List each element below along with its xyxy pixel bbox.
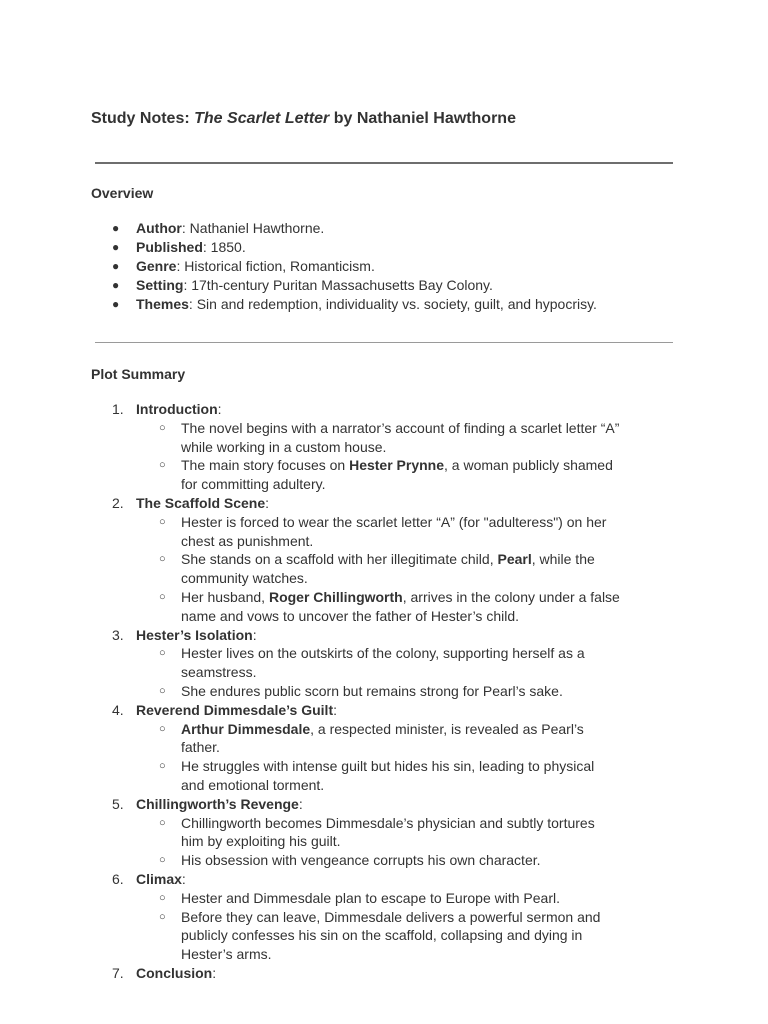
- bullet-icon: ●: [112, 297, 120, 311]
- bold-name: Pearl: [497, 551, 532, 568]
- plot-sub-item: [136, 851, 621, 870]
- plot-item-heading: [136, 495, 269, 511]
- plot-sub-list: [136, 419, 691, 494]
- plot-item-title: Climax: [136, 870, 182, 887]
- plot-sub-item: [136, 908, 621, 964]
- plot-sub-item: [136, 720, 621, 758]
- plot-item-4: [91, 701, 691, 795]
- page-title: [91, 110, 516, 128]
- hollow-bullet-icon: ○: [159, 553, 166, 566]
- hollow-bullet-icon: ○: [159, 590, 166, 603]
- title-work: The Scarlet Letter: [194, 110, 330, 127]
- plot-sub-item: [136, 456, 621, 494]
- bullet-icon: ●: [112, 240, 120, 254]
- hollow-bullet-icon: ○: [159, 816, 166, 829]
- plot-item-colon: :: [265, 494, 270, 511]
- plot-item-heading: [136, 627, 257, 643]
- overview-heading: Overview: [91, 185, 154, 201]
- item-number: 4.: [112, 701, 124, 718]
- text-run: , while the community watches.: [181, 551, 595, 587]
- text-run: Before they can leave, Dimmesdale delivers a powerful sermon and publicly confesses his sin on the scaffold, collapsing and dying in Hester’s arms.: [181, 908, 601, 963]
- plot-item-title: The Scaffold Scene: [136, 494, 266, 511]
- plot-sub-item: [136, 550, 621, 588]
- sub-item-text: [181, 815, 595, 850]
- item-number: 1.: [112, 401, 124, 417]
- plot-sub-item: [136, 644, 621, 682]
- hollow-bullet-icon: ○: [159, 891, 166, 904]
- overview-term: Published: [136, 239, 203, 255]
- bold-name: Hester Prynne: [349, 457, 445, 474]
- text-run: His obsession with vengeance corrupts his own character.: [181, 852, 541, 869]
- sub-item-text: [181, 514, 606, 549]
- overview-item-setting: [91, 276, 597, 295]
- sub-item-text: [181, 683, 563, 699]
- plot-sub-item: [136, 419, 621, 457]
- horizontal-rule: [95, 162, 673, 164]
- bold-name: Roger Chillingworth: [268, 588, 403, 605]
- plot-sub-list: [136, 814, 691, 870]
- sub-item-text: [181, 589, 620, 624]
- overview-term: Author: [136, 220, 182, 236]
- text-run: The main story focuses on: [181, 457, 350, 474]
- sub-item-text: [181, 551, 595, 586]
- item-number: 2.: [112, 494, 124, 511]
- sub-item-text: [181, 909, 600, 963]
- overview-term: Setting: [136, 277, 184, 293]
- hollow-bullet-icon: ○: [159, 684, 166, 697]
- hollow-bullet-icon: ○: [159, 760, 166, 773]
- plot-item-6: [91, 870, 691, 964]
- item-number: 7.: [112, 964, 124, 981]
- bullet-icon: ●: [112, 259, 120, 273]
- hollow-bullet-icon: ○: [159, 722, 166, 735]
- hollow-bullet-icon: ○: [159, 647, 166, 660]
- bold-name: Arthur Dimmesdale: [181, 720, 311, 737]
- plot-sub-item: [136, 889, 621, 908]
- bullet-icon: ●: [112, 278, 120, 292]
- sub-item-text: [181, 645, 585, 680]
- text-run: The novel begins with a narrator’s account of finding a scarlet letter “A” while working in a custom house.: [181, 419, 620, 455]
- overview-text: : Nathaniel Hawthorne.: [181, 220, 325, 236]
- plot-item-title: Introduction: [136, 401, 218, 417]
- plot-item-colon: :: [217, 401, 222, 417]
- plot-sub-list: [136, 644, 691, 700]
- plot-sub-item: [136, 757, 621, 795]
- plot-item-heading: [136, 796, 303, 812]
- plot-item-title: Hester’s Isolation: [136, 626, 253, 643]
- item-number: 3.: [112, 626, 124, 643]
- plot-summary-list: [91, 400, 691, 983]
- sub-item-text: [181, 420, 619, 455]
- overview-text: : 17th-century Puritan Massachusetts Bay Colony.: [183, 277, 493, 293]
- plot-sub-item: [136, 682, 621, 701]
- plot-item-heading: [136, 871, 186, 887]
- plot-item-title: Chillingworth’s Revenge: [136, 795, 299, 812]
- item-number: 6.: [112, 870, 124, 887]
- sub-item-text: [181, 890, 560, 906]
- plot-item-7: [91, 964, 691, 983]
- overview-term: Genre: [136, 258, 177, 274]
- plot-item-title: Reverend Dimmesdale’s Guilt: [136, 701, 334, 718]
- text-run: He struggles with intense guilt but hides his sin, leading to physical and emotional torment.: [181, 758, 595, 793]
- plot-item-colon: :: [298, 795, 303, 812]
- plot-item-colon: :: [333, 701, 337, 718]
- overview-list: [91, 219, 597, 314]
- hollow-bullet-icon: ○: [159, 459, 166, 472]
- plot-item-heading: [136, 401, 222, 417]
- plot-sub-list: [136, 889, 691, 964]
- text-run: , arrives in the colony under a false name and vows to uncover the father of Hester’s child.: [181, 588, 620, 624]
- sub-item-text: [181, 758, 594, 793]
- plot-item-colon: :: [212, 964, 217, 981]
- plot-sub-list: [136, 720, 691, 795]
- overview-item-themes: [91, 295, 597, 314]
- text-run: Hester lives on the outskirts of the colony, supporting herself as a seamstress.: [181, 645, 585, 681]
- plot-item-colon: :: [252, 626, 257, 643]
- plot-sub-item: [136, 513, 621, 551]
- plot-sub-item: [136, 588, 621, 626]
- overview-text: : 1850.: [202, 239, 246, 255]
- title-suffix: by Nathaniel Hawthorne: [329, 110, 516, 127]
- plot-item-1: [91, 400, 691, 494]
- overview-item-genre: [91, 257, 597, 276]
- horizontal-rule: [95, 342, 673, 343]
- sub-item-text: [181, 457, 613, 492]
- plot-item-5: [91, 795, 691, 870]
- plot-item-heading: [136, 965, 216, 981]
- text-run: Her husband,: [181, 588, 269, 605]
- sub-item-text: [181, 721, 584, 756]
- hollow-bullet-icon: ○: [159, 421, 166, 434]
- bullet-icon: ●: [112, 221, 120, 235]
- plot-item-colon: :: [181, 870, 186, 887]
- hollow-bullet-icon: ○: [159, 854, 166, 867]
- plot-item-3: [91, 626, 691, 701]
- text-run: , a woman publicly shamed for committing adultery.: [181, 457, 613, 493]
- overview-text: : Historical fiction, Romanticism.: [176, 258, 375, 274]
- text-run: Hester is forced to wear the scarlet letter “A” (for "adulteress") on her chest as punishment.: [181, 513, 607, 549]
- text-run: , a respected minister, is revealed as Pearl’s father.: [181, 720, 584, 756]
- hollow-bullet-icon: ○: [159, 910, 166, 923]
- sub-item-text: [181, 852, 541, 868]
- text-run: She stands on a scaffold with her illegitimate child,: [181, 551, 498, 568]
- hollow-bullet-icon: ○: [159, 515, 166, 528]
- plot-item-2: [91, 494, 691, 626]
- plot-sub-list: [136, 513, 691, 626]
- overview-item-published: [91, 238, 597, 257]
- overview-term: Themes: [136, 296, 189, 312]
- text-run: Chillingworth becomes Dimmesdale’s physician and subtly tortures him by exploiting his guilt.: [181, 814, 595, 850]
- text-run: Hester and Dimmesdale plan to escape to Europe with Pearl.: [181, 889, 560, 906]
- item-number: 5.: [112, 795, 124, 812]
- plot-summary-heading: Plot Summary: [91, 366, 186, 382]
- title-prefix: Study Notes:: [91, 110, 195, 127]
- plot-item-title: Conclusion: [136, 964, 213, 981]
- plot-item-heading: [136, 702, 337, 718]
- overview-item-author: [91, 219, 597, 238]
- text-run: She endures public scorn but remains strong for Pearl’s sake.: [181, 682, 563, 699]
- overview-text: : Sin and redemption, individuality vs. society, guilt, and hypocrisy.: [188, 296, 597, 312]
- plot-sub-item: [136, 814, 621, 852]
